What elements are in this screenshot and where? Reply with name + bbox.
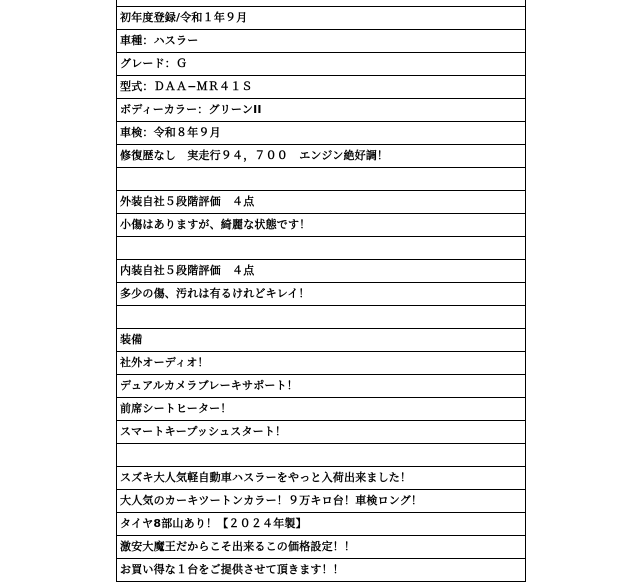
spec-row: 内装自社５段階評価 ４点 [117, 260, 525, 283]
spec-row: お買い得な１台をご提供させて頂きます！！ [117, 559, 525, 582]
spec-row: 外装自社５段階評価 ４点 [117, 191, 525, 214]
spec-row: 激安大魔王だからこそ出来るこの価格設定！！ [117, 536, 525, 559]
spec-row: 社外オーディオ！ [117, 352, 525, 375]
spec-row [117, 444, 525, 467]
spec-row [117, 306, 525, 329]
spec-rows [117, 7, 525, 582]
spec-row: 前席シートヒーター！ [117, 398, 525, 421]
spec-row: タイヤ8部山あり！【２０２４年製】 [117, 513, 525, 536]
spec-row: 装備 [117, 329, 525, 352]
spec-row: 初年度登録/令和１年９月 [117, 7, 525, 30]
spec-row: 車種：ハスラー [117, 30, 525, 53]
sheet-top-edge [117, 0, 525, 7]
vehicle-spec-sheet [116, 0, 526, 582]
spec-row [117, 168, 525, 191]
spec-row: 多少の傷、汚れは有るけれどキレイ！ [117, 283, 525, 306]
spec-row: デュアルカメラブレーキサポート！ [117, 375, 525, 398]
spec-row: 修復歴なし 実走行９４，７００ エンジン絶好調！ [117, 145, 525, 168]
spec-row: 車検：令和８年９月 [117, 122, 525, 145]
spec-row: 型式：ＤＡＡ−ＭＲ４１Ｓ [117, 76, 525, 99]
spec-row: 小傷はありますが、綺麗な状態です！ [117, 214, 525, 237]
spec-row: スズキ大人気軽自動車ハスラーをやっと入荷出来ました！ [117, 467, 525, 490]
spec-row [117, 237, 525, 260]
spec-row: ボディーカラー：グリーンII [117, 99, 525, 122]
spec-row: グレード：Ｇ [117, 53, 525, 76]
spec-row: 大人気のカーキツートンカラー！９万キロ台！車検ロング！ [117, 490, 525, 513]
spec-row: スマートキープッシュスタート！ [117, 421, 525, 444]
